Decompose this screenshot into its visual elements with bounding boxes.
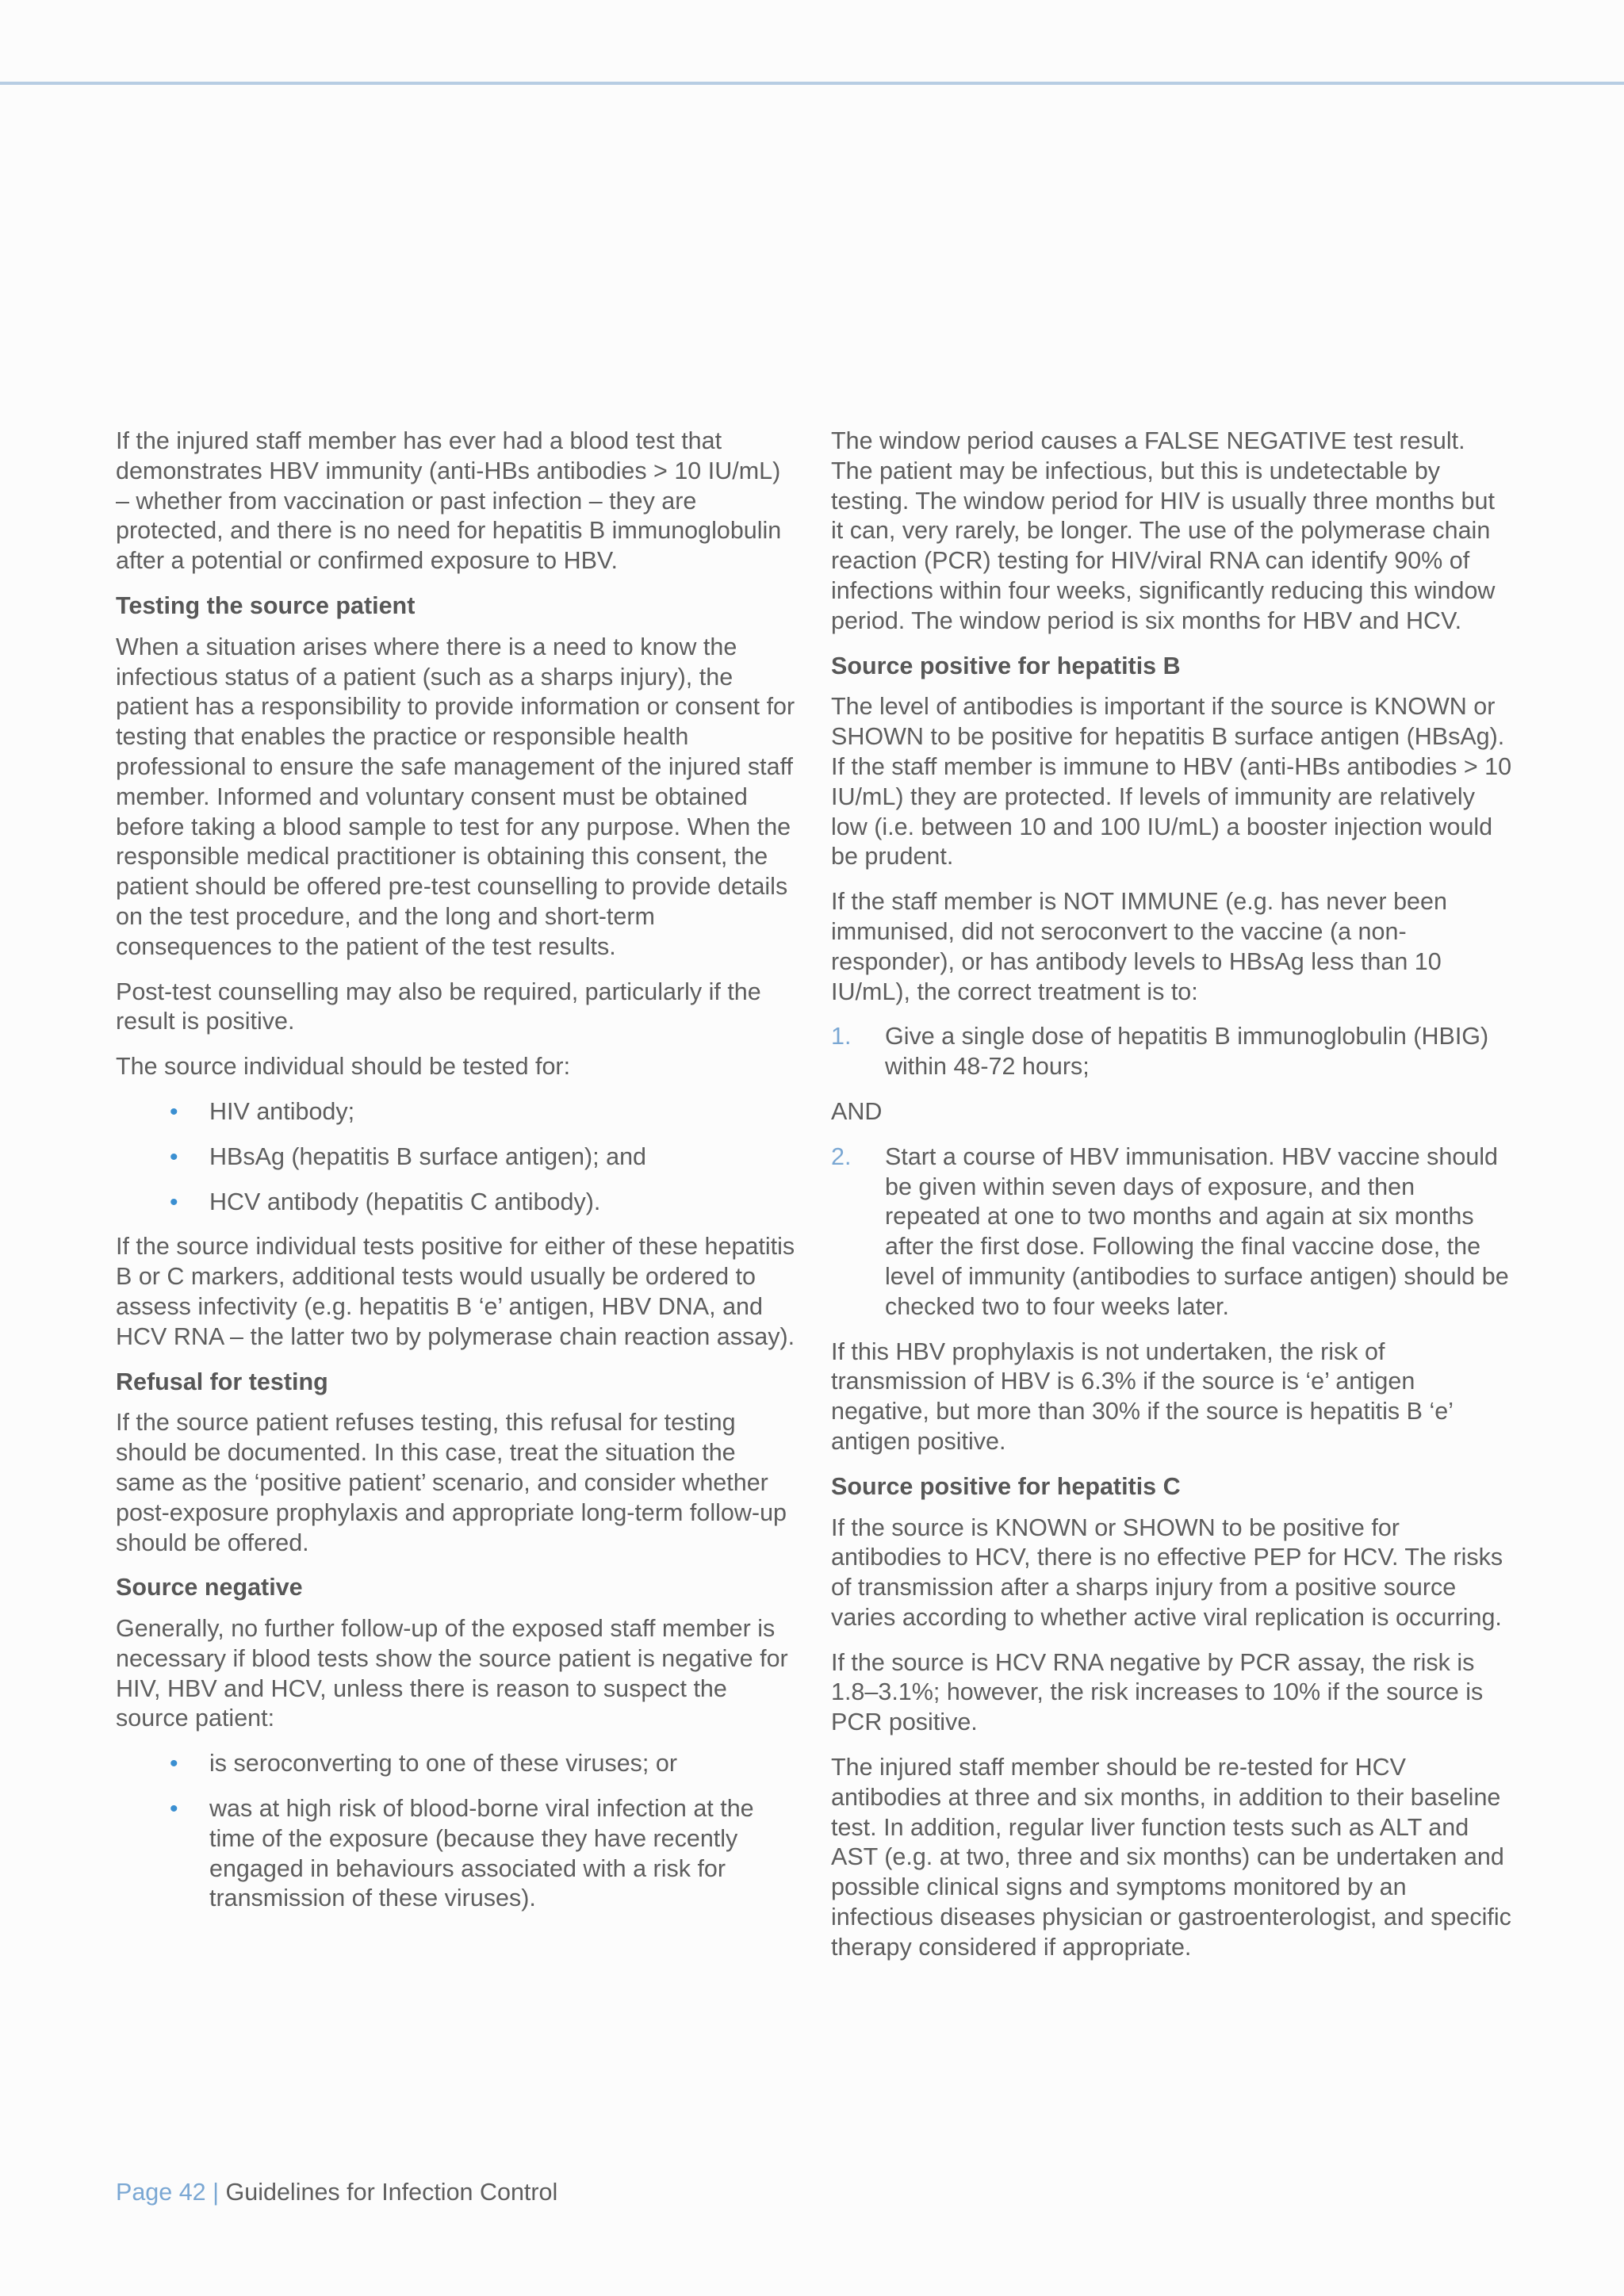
and-separator: AND: [831, 1097, 883, 1125]
step-number: 1.: [831, 1023, 852, 1050]
hbv-transmission-risk-paragraph: If this HBV prophylaxis is not undertaken, the risk of transmission of HBV is 6.3% if the source is ‘e’ antigen negative, but more than 30% if the source is hepatitis B ‘e’ antigen positive.: [831, 1337, 1453, 1455]
source-tests-list: [116, 1097, 798, 1217]
list-item-text: HBsAg (hepatitis B surface antigen); and: [209, 1142, 646, 1170]
list-item: [831, 1022, 1513, 1082]
treatment-steps-step2: [831, 1142, 1513, 1322]
hcv-retest-paragraph: The injured staff member should be re-tested for HCV antibodies at three and six months, in addition to their baseline test. In addition, regular liver function tests such as ALT and AST (e.g. at two, three and six months) can be undertaken and possible clinical signs and symptoms monitored by an infectious diseases physician or gastroenterologist, and specific therapy considered if appropriate.: [831, 1754, 1511, 1961]
left-column: [116, 427, 798, 1929]
not-immune-paragraph: If the staff member is NOT IMMUNE (e.g. has never been immunised, did not seroconvert to the vaccine (a non-responder), or has antibody levels to HBsAg less than 10 IU/mL), the correct treatment is to:: [831, 888, 1447, 1005]
source-negative-heading: Source negative: [116, 1574, 303, 1601]
bullet-icon: •: [170, 1796, 178, 1823]
source-negative-paragraph: Generally, no further follow-up of the exposed staff member is necessary if blood tests show the source patient is negative for HIV, HBV and HCV, unless there is reason to suspect the source patient:: [116, 1615, 788, 1732]
list-item: [116, 1749, 798, 1779]
post-test-counselling-paragraph: Post-test counselling may also be required, particularly if the result is positive.: [116, 978, 761, 1035]
bullet-icon: •: [170, 1143, 178, 1170]
bullet-icon: •: [170, 1188, 178, 1215]
refusal-paragraph: If the source patient refuses testing, this refusal for testing should be documented. In this case, treat the situation the same as the ‘positive patient’ scenario, and consider whether post-exposure prophylaxis and appropriate long-term follow-up should be offered.: [116, 1409, 787, 1556]
window-period-paragraph: The window period causes a FALSE NEGATIVE test result. The patient may be infectious, but this is undetectable by testing. The window period for HIV is usually three months but it can, very rarely, be longer. The use of the polymerase chain reaction (PCR) testing for HIV/viral RNA can identify 90% of infections within four weeks, significantly reducing this window period. The window period is six months for HBV and HCV.: [831, 427, 1496, 634]
list-item-text: HIV antibody;: [209, 1097, 355, 1125]
document-title: Guidelines for Infection Control: [225, 2179, 558, 2206]
hepatitis-b-heading: Source positive for hepatitis B: [831, 652, 1181, 679]
list-item-text: Give a single dose of hepatitis B immunoglobulin (HBIG) within 48-72 hours;: [885, 1023, 1489, 1081]
footer-separator: |: [213, 2179, 220, 2206]
refusal-heading: Refusal for testing: [116, 1368, 328, 1395]
list-item: [116, 1188, 798, 1218]
list-item: [116, 1794, 798, 1914]
header-rule: [0, 82, 1624, 85]
list-item-text: Start a course of HBV immunisation. HBV vaccine should be given within seven days of exposure, and then repeated at one to two months and again at six months after the first dose. Following the final vaccine dose, the level of immunity (antibodies to surface antigen) should be checked two to four weeks later.: [885, 1142, 1509, 1320]
list-item-text: HCV antibody (hepatitis C antibody).: [209, 1188, 601, 1215]
step-number: 2.: [831, 1142, 852, 1170]
hcv-rna-risk-paragraph: If the source is HCV RNA negative by PCR assay, the risk is 1.8–3.1%; however, the risk increases to 10% if the source is PCR positive.: [831, 1648, 1484, 1736]
treatment-steps-step1: [831, 1022, 1513, 1082]
bullet-icon: •: [170, 1751, 178, 1777]
hbv-immunity-paragraph: If the injured staff member has ever had a blood test that demonstrates HBV immunity (anti-HBs antibodies > 10 IU/mL) – whether from vaccination or past infection – they are protected, and there is no need for hepatitis B immunoglobulin after a potential or confirmed exposure to HBV.: [116, 427, 782, 575]
list-item: [116, 1142, 798, 1173]
hcv-pep-paragraph: If the source is KNOWN or SHOWN to be positive for antibodies to HCV, there is no effective PEP for HCV. The risks of transmission after a sharps injury from a positive source varies according to whether active viral replication is occurring.: [831, 1513, 1503, 1631]
tested-for-intro: The source individual should be tested for:: [116, 1053, 571, 1081]
list-item-text: is seroconverting to one of these viruses; or: [209, 1750, 677, 1777]
right-column: [831, 427, 1513, 1978]
list-item: [831, 1142, 1513, 1322]
list-item: [116, 1097, 798, 1127]
testing-source-heading: Testing the source patient: [116, 591, 416, 619]
page-number: Page 42: [116, 2179, 206, 2206]
list-item-text: was at high risk of blood-borne viral infection at the time of the exposure (because they have recently engaged in behaviours associated with a risk for transmission of these viruses).: [209, 1795, 754, 1912]
testing-consent-paragraph: When a situation arises where there is a need to know the infectious status of a patient (such as a sharps injury), the patient has a responsibility to provide information or consent for testing that enables the practice or responsible health professional to ensure the safe management of the injured staff member. Informed and voluntary consent must be obtained before taking a blood sample to test for any purpose. When the responsible medical practitioner is obtaining this consent, the patient should be offered pre-test counselling to provide details on the test procedure, and the long and short-term consequences to the patient of the test results.: [116, 633, 795, 960]
suspect-reasons-list: [116, 1749, 798, 1914]
hepatitis-c-heading: Source positive for hepatitis C: [831, 1472, 1181, 1500]
antibody-level-paragraph: The level of antibodies is important if the source is KNOWN or SHOWN to be positive for hepatitis B surface antigen (HBsAg). If the staff member is immune to HBV (anti-HBs antibodies > 10 IU/mL) they are protected. If levels of immunity are relatively low (i.e. between 10 and 100 IU/mL) a booster injection would be prudent.: [831, 693, 1512, 871]
positive-markers-paragraph: If the source individual tests positive for either of these hepatitis B or C markers, additional tests would usually be ordered to assess infectivity (e.g. hepatitis B ‘e’ antigen, HBV DNA, and HCV RNA – the latter two by polymerase chain reaction assay).: [116, 1233, 795, 1350]
page-footer: [116, 2177, 557, 2207]
bullet-icon: •: [170, 1098, 178, 1125]
